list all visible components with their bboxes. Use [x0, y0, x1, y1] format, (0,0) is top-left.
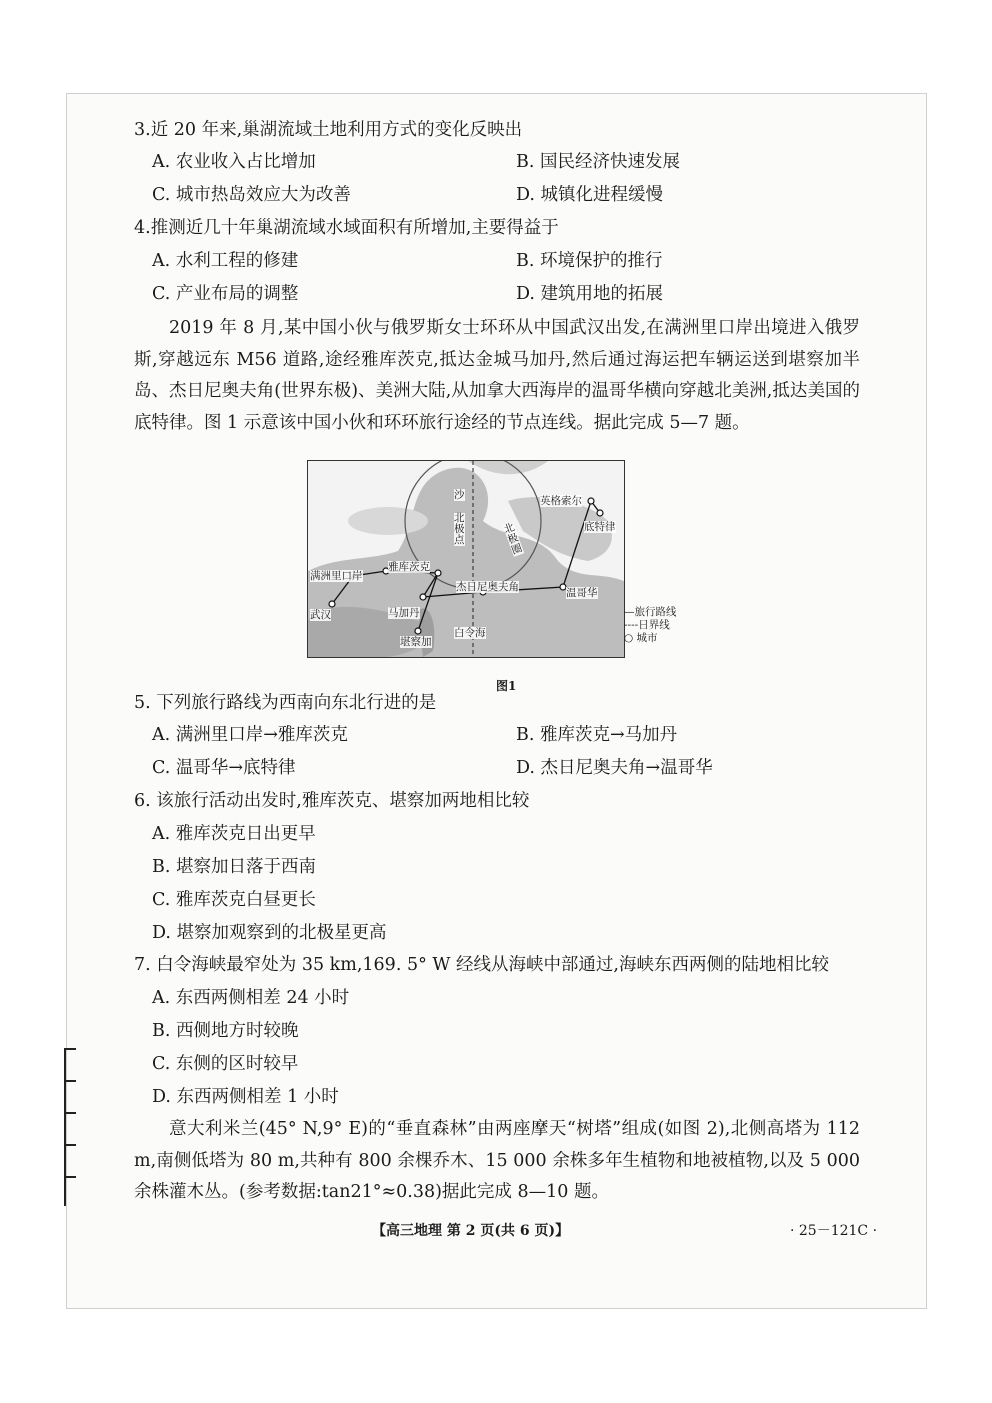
binding-margin-marks	[64, 1048, 76, 1206]
q7-option-d: D. 东西两侧相差 1 小时	[152, 1087, 339, 1107]
figure-1-map	[307, 460, 625, 658]
q7-option-c: C. 东侧的区时较早	[152, 1054, 299, 1074]
map-label-wuhan: 武汉	[310, 609, 331, 621]
q5-option-c: C. 温哥华→底特律	[152, 758, 296, 778]
map-label-magadan: 马加丹	[388, 607, 420, 619]
q5-option-b: B. 雅库茨克→马加丹	[516, 725, 678, 745]
figure-1-caption: 图1	[496, 679, 517, 693]
map-label-north-pole: 北极点	[454, 512, 465, 546]
map-legend	[624, 606, 677, 645]
q3-option-d: D. 城镇化进程缓慢	[516, 185, 664, 205]
q6-option-b: B. 堪察加日落于西南	[152, 857, 316, 877]
q6-stem: 6. 该旅行活动出发时,雅库茨克、堪察加两地相比较	[134, 791, 530, 811]
q4-option-b: B. 环境保护的推行	[516, 251, 663, 271]
q7-option-b: B. 西侧地方时较晚	[152, 1021, 299, 1041]
q5-option-d: D. 杰日尼奥夫角→温哥华	[516, 758, 713, 778]
legend-dateline: ----日界线	[624, 619, 670, 631]
q4-option-c: C. 产业布局的调整	[152, 284, 299, 304]
map-label-yakutsk: 雅库茨克	[388, 561, 430, 573]
map-label-kamchatka: 堪察加	[400, 636, 432, 648]
q3-option-c: C. 城市热岛效应大为改善	[152, 185, 351, 205]
map-label-manzhouli: 满洲里口岸	[310, 570, 363, 582]
q6-option-c: C. 雅库茨克白昼更长	[152, 890, 316, 910]
q5-option-a: A. 满洲里口岸→雅库茨克	[152, 725, 348, 745]
map-label-detroit: 底特律	[584, 521, 616, 533]
legend-city: ○ 城市	[624, 632, 658, 644]
map-label-bering-sea: 白令海	[454, 627, 486, 639]
q3-option-a: A. 农业收入占比增加	[152, 152, 316, 172]
map-label-sha: 沙	[454, 489, 465, 501]
q7-option-a: A. 东西两侧相差 24 小时	[152, 988, 350, 1008]
q4-option-a: A. 水利工程的修建	[152, 251, 299, 271]
q6-option-d: D. 堪察加观察到的北极星更高	[152, 923, 387, 943]
q5-stem: 5. 下列旅行路线为西南向东北行进的是	[134, 693, 437, 713]
passage-vertical-forest: 意大利米兰(45° N,9° E)的“垂直森林”由两座摩天“树塔”组成(如图 2),北侧高塔为 112 m,南侧低塔为 80 m,共种有 800 余棵乔木、15 000 余株多年生植物和地被植物,以及 5 000 余株灌木丛。(参考数据:tan21°≈0.38)据此完成 8—10 题。	[134, 1119, 860, 1202]
map-label-dezhnev: 杰日尼奥夫角	[456, 581, 519, 593]
map-label-arctic-circle: 北极圈	[502, 521, 524, 557]
map-label-vancouver: 温哥华	[566, 587, 598, 599]
footer-title: 【高三地理 第 2 页(共 6 页)】	[372, 1223, 570, 1239]
q4-stem: 4.推测近几十年巢湖流域水域面积有所增加,主要得益于	[134, 218, 559, 238]
legend-route: —旅行路线	[624, 606, 677, 618]
q7-stem: 7. 白令海峡最窄处为 35 km,169. 5° W 经线从海峡中部通过,海峡东西两侧的陆地相比较	[134, 955, 829, 975]
map-label-england: 英格索尔	[540, 495, 582, 507]
footer-code: · 25－121C ·	[790, 1223, 878, 1239]
q3-option-b: B. 国民经济快速发展	[516, 152, 680, 172]
q6-option-a: A. 雅库茨克日出更早	[152, 824, 316, 844]
q3-stem: 3.近 20 年来,巢湖流域土地利用方式的变化反映出	[134, 120, 523, 140]
q4-option-d: D. 建筑用地的拓展	[516, 284, 664, 304]
passage-travel: 2019 年 8 月,某中国小伙与俄罗斯女士环环从中国武汉出发,在满洲里口岸出境进入俄罗斯,穿越远东 M56 道路,途经雅库茨克,抵达金城马加丹,然后通过海运把车辆运送到堪察加半岛、杰日尼奥夫角(世界东极)、美洲大陆,从加拿大西海岸的温哥华横向穿越北美洲,抵达美国的底特律。图 1 示意该中国小伙和环环旅行途经的节点连线。据此完成 5—7 题。	[134, 318, 860, 433]
